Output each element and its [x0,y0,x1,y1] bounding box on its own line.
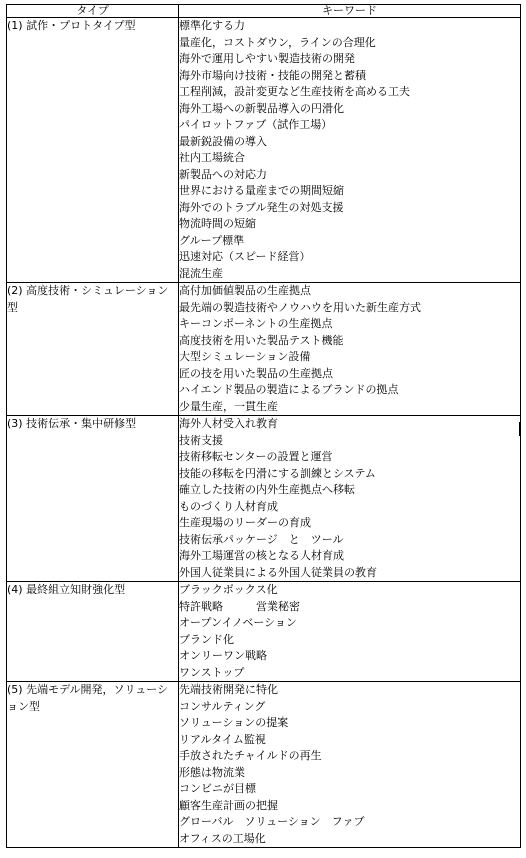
keyword-item: ものづくり人材育成 [179,499,278,513]
table-row [7,682,521,848]
header-type: タイプ [7,5,179,18]
type-cell: (2) 高度技術・シミュレーション型 [7,283,179,416]
keyword-item: 物流時間の短縮 [179,217,256,230]
keyword-item: リアルタイム監視 [179,732,266,746]
keyword-item: 匠の技を用いた製品の生産拠点 [179,366,333,380]
keyword-item: 生産現場のリーダーの育成 [179,516,311,529]
keyword-cell [179,416,521,582]
keyword-item: 特許戦略 営業秘密 [179,599,300,613]
keyword-item: コンビニが目標 [179,782,256,795]
keyword-item: ブランド化 [179,632,234,646]
keyword-item: 確立した技術の内外生産拠点へ移転 [179,483,355,496]
keyword-item: 新製品への対応力 [179,167,267,181]
keyword-item: 高度技術を用いた製品テスト機能 [179,333,344,347]
keyword-item: グローバル ソリューション ファブ [179,815,365,828]
type-keyword-table [6,4,521,848]
keyword-item: 標準化する力 [179,19,245,32]
keyword-item: キーコンポーネントの生産拠点 [179,317,333,330]
keyword-item: 量産化，コストダウン，ラインの合理化 [179,35,376,49]
keyword-item: パイロットファブ（試作工場） [179,118,333,131]
keyword-item: 混流生産 [179,266,223,280]
header-keyword: キーワード [179,5,521,18]
keyword-item: 先端技術開発に特化 [179,683,278,696]
keyword-item: 海外人材受入れ教育 [179,417,278,430]
keyword-item: ソリューションの提案 [179,716,289,729]
keyword-item: 社内工場統合 [179,151,245,164]
type-cell: (3) 技術伝承・集中研修型 [7,416,179,582]
keyword-item: 大型シミュレーション設備 [179,350,311,363]
keyword-item: 形態は物流業 [179,765,245,779]
keyword-item: ハイエンド製品の製造によるブランドの拠点 [179,383,399,396]
keyword-item: 最先端の製造技術やノウハウを用いた新生産方式 [179,300,421,314]
keyword-item: 顧客生産計画の把握 [179,798,278,812]
table-row [7,582,521,682]
keyword-item: 迅速対応（スピード経営） [179,250,311,263]
keyword-item: オフィスの工場化 [179,831,266,845]
keyword-item: オンリーワン戦略 [179,649,267,662]
table-row [7,18,521,283]
keyword-item: 技術伝承パッケージ と ツール [179,532,344,546]
keyword-item: グループ標準 [179,233,245,247]
table-row [7,416,521,582]
keyword-item: 海外で運用しやすい製造技術の開発 [179,52,355,65]
type-cell: (4) 最終組立知財強化型 [7,582,179,682]
table-body [7,18,521,848]
keyword-item: 工程削減，設計変更など生産技術を高める工夫 [179,85,410,98]
keyword-item: 海外工場運営の核となる人材育成 [179,549,344,562]
keyword-cell [179,582,521,682]
table-edge-mark [519,422,521,436]
keyword-cell [179,283,521,416]
keyword-item: 技術移転センターの設置と運営 [179,450,333,463]
keyword-item: 手放されたチャイルドの再生 [179,749,322,762]
keyword-item: 最新鋭設備の導入 [179,134,267,148]
keyword-item: ブラックボックス化 [179,583,278,596]
keyword-item: 海外市場向け技術・技能の開発と蓄積 [179,68,366,82]
keyword-item: 世界における量産までの期間短縮 [179,184,344,197]
keyword-item: オープンイノベーション [179,616,297,629]
keyword-item: 海外工場への新製品導入の円滑化 [179,101,344,115]
table-row [7,283,521,416]
table-header-row [7,5,521,18]
type-cell: (5) 先端モデル開発，ソリューション型 [7,682,179,848]
keyword-item: 技術支援 [179,433,223,447]
keyword-table-page [6,4,520,848]
keyword-item: 海外でのトラブル発生の対処支援 [179,200,344,214]
keyword-item: 高付加価値製品の生産拠点 [179,284,311,297]
keyword-item: 外国人従業員による外国人従業員の教育 [179,565,377,579]
keyword-item: ワンストップ [179,665,245,679]
keyword-cell [179,18,521,283]
keyword-item: 技能の移転を円滑にする訓練とシステム [179,466,376,480]
keyword-item: コンサルティング [179,699,266,713]
keyword-cell [179,682,521,848]
type-cell: (1) 試作・プロトタイプ型 [7,18,179,283]
keyword-item: 少量生産，一貫生産 [179,399,278,413]
